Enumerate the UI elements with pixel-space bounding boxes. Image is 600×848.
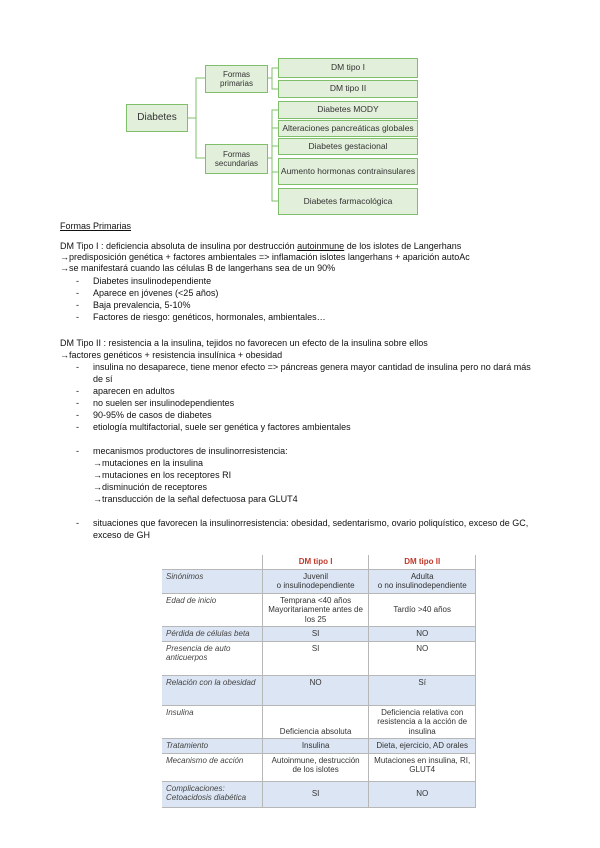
row-label: Sinónimos <box>162 569 262 593</box>
bullet-dash: - <box>76 386 79 396</box>
cell-tipo1: SI <box>262 627 369 642</box>
row-label: Relación con la obesidad <box>162 675 262 705</box>
diabetes-root-label: Diabetes <box>137 112 177 124</box>
cell-tipo2: Adulta o no insulinodependiente <box>369 569 476 593</box>
diabetes-root-node <box>126 104 188 132</box>
section-title: Formas Primarias <box>60 221 132 231</box>
row-label: Tratamiento <box>162 739 262 754</box>
table-header-tipo1: DM tipo I <box>262 555 369 569</box>
tipo1-line3: →se manifestará cuando las células B de langerhans sea de un 90% <box>60 263 336 273</box>
bullet-dash: - <box>76 300 79 310</box>
table-header-tipo2: DM tipo II <box>369 555 476 569</box>
diabetes-gestacional-node <box>278 138 418 155</box>
row-label: Insulina <box>162 705 262 739</box>
tipo1-heading-prefix: DM Tipo I : deficiencia absoluta de insulina por destrucción <box>60 241 298 251</box>
situaciones-line2: exceso de GH <box>93 530 151 540</box>
cell-tipo1: Temprana <40 años Mayoritariamente antes de los 25 <box>262 593 369 627</box>
cell-tipo1: SI <box>262 641 369 675</box>
tipo2-bullet1-line1: insulina no desaparece, tiene menor efecto => páncreas genera mayor cantidad de insulina pero no dará más <box>93 362 531 372</box>
cell-tipo2: NO <box>369 627 476 642</box>
dm-tipo-2-node <box>278 80 418 98</box>
diabetes-gestacional-label: Diabetes gestacional <box>308 140 388 151</box>
bullet-dash: - <box>76 422 79 432</box>
dm-tipo-1-label: DM tipo I <box>330 62 365 73</box>
mecanismos-title: mecanismos productores de insulinorresistencia: <box>93 446 288 456</box>
mecanismo-item: →transducción de la señal defectuosa para GLUT4 <box>93 494 298 504</box>
aumento-hormonas-label: Aumento hormonas contrainsulares <box>280 165 416 176</box>
table-row <box>162 705 476 739</box>
mecanismo-item: →disminución de receptores <box>93 482 208 492</box>
row-label: Mecanismo de acción <box>162 753 262 781</box>
diabetes-farmacologica-node <box>278 188 418 215</box>
aumento-hormonas-node <box>278 158 418 185</box>
formas-primarias-node <box>205 65 268 93</box>
table-header-empty <box>162 555 262 569</box>
tipo1-bullet: Baja prevalencia, 5-10% <box>93 300 191 310</box>
cell-tipo1: SI <box>262 781 369 807</box>
bullet-dash: - <box>76 410 79 420</box>
row-label: Presencia de auto anticuerpos <box>162 641 262 675</box>
cell-tipo2: NO <box>369 641 476 675</box>
diabetes-mody-label: Diabetes MODY <box>317 104 379 115</box>
cell-tipo2: NO <box>369 781 476 807</box>
tipo2-bullet: etiología multifactorial, suele ser genética y factores ambientales <box>93 422 351 432</box>
tipo1-heading-suffix: de los islotes de Langerhans <box>344 241 462 251</box>
tipo2-bullet1-line2: de sí <box>93 374 113 384</box>
table-row <box>162 753 476 781</box>
bullet-dash: - <box>76 312 79 322</box>
diabetes-diagram <box>0 0 600 220</box>
table-row <box>162 739 476 754</box>
table-row <box>162 593 476 627</box>
mecanismo-item: →mutaciones en los receptores RI <box>93 470 232 480</box>
diabetes-mody-node <box>278 101 418 119</box>
alteraciones-pancreaticas-label: Alteraciones pancreáticas globales <box>282 122 414 133</box>
cell-tipo2: Deficiencia relativa con resistencia a la acción de insulina <box>369 705 476 739</box>
bullet-dash: - <box>76 398 79 408</box>
bullet-dash: - <box>76 446 79 456</box>
comparison-table <box>162 555 476 808</box>
table-row <box>162 641 476 675</box>
dm-tipo-2-label: DM tipo II <box>329 83 367 94</box>
row-label: Pérdida de células beta <box>162 627 262 642</box>
mecanismo-item: →mutaciones en la insulina <box>93 458 204 468</box>
tipo2-bullet: 90-95% de casos de diabetes <box>93 410 212 420</box>
cell-tipo1: Deficiencia absoluta <box>262 705 369 739</box>
dm-tipo-1-node <box>278 58 418 78</box>
bullet-dash: - <box>76 362 79 372</box>
bullet-dash: - <box>76 288 79 298</box>
tipo1-heading-underlined: autoinmune <box>297 241 345 251</box>
tipo2-heading: DM Tipo II : resistencia a la insulina, tejidos no favorecen un efecto de la insulina sobre ellos <box>60 338 428 348</box>
tipo1-bullet: Diabetes insulinodependiente <box>93 276 212 286</box>
table-row <box>162 569 476 593</box>
cell-tipo2: Mutaciones en insulina, RI, GLUT4 <box>369 753 476 781</box>
table-row <box>162 781 476 807</box>
table-row <box>162 675 476 705</box>
row-label: Complicaciones: Cetoacidosis diabética <box>162 781 262 807</box>
formas-secundarias-label: Formas secundarias <box>214 149 259 168</box>
row-label: Edad de inicio <box>162 593 262 627</box>
cell-tipo1: Insulina <box>262 739 369 754</box>
alteraciones-pancreaticas-node <box>278 120 418 137</box>
bullet-dash: - <box>76 276 79 286</box>
tipo1-line2: →predisposición genética + factores ambientales => inflamación islotes langerhans + aparición autoAc <box>60 252 470 262</box>
diabetes-farmacologica-label: Diabetes farmacológica <box>303 195 393 206</box>
bullet-dash: - <box>76 518 79 528</box>
cell-tipo1: Autoinmune, destrucción de los islotes <box>262 753 369 781</box>
tipo2-line2: →factores genéticos + resistencia insulínica + obesidad <box>60 350 283 360</box>
cell-tipo1: NO <box>262 675 369 705</box>
cell-tipo2: Dieta, ejercicio, AD orales <box>369 739 476 754</box>
cell-tipo2: Sí <box>369 675 476 705</box>
tipo1-heading <box>60 241 461 252</box>
tipo2-bullet: no suelen ser insulinodependientes <box>93 398 235 408</box>
formas-secundarias-node <box>205 144 268 174</box>
situaciones-line1: situaciones que favorecen la insulinorresistencia: obesidad, sedentarismo, ovario poliquístico, exceso de GC, <box>93 518 529 528</box>
table-row <box>162 627 476 642</box>
cell-tipo2: Tardío >40 años <box>369 593 476 627</box>
tipo1-bullet: Aparece en jóvenes (<25 años) <box>93 288 219 298</box>
tipo1-bullet: Factores de riesgo: genéticos, hormonales, ambientales… <box>93 312 326 322</box>
formas-primarias-label: Formas primarias <box>220 69 253 88</box>
cell-tipo1: Juvenil o insulinodependiente <box>262 569 369 593</box>
tipo2-bullet: aparecen en adultos <box>93 386 175 396</box>
